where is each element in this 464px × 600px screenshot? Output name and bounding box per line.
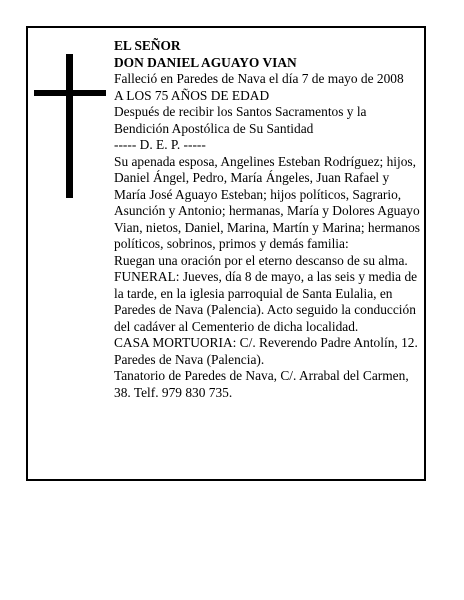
deceased-name: DON DANIEL AGUAYO VIAN <box>114 54 297 70</box>
funeral-home: Tanatorio de Paredes de Nava, C/. Arrabal del Carmen, 38. Telf. 979 830 735. <box>114 368 409 400</box>
rip-line: ----- D. E. P. ----- <box>114 137 206 152</box>
cross-vertical-bar <box>66 54 73 198</box>
funeral-details: FUNERAL: Jueves, día 8 de mayo, a las seis y media de la tarde, en la iglesia parroquial de Santa Eulalia, en Paredes de Nava (Palencia). Acto seguido la conducción del cadáver al Cementerio de dicha localidad. <box>114 269 418 334</box>
family-paragraph: Su apenada esposa, Angelines Esteban Rodríguez; hijos, Daniel Ángel, Pedro, María Ángeles, Juan Rafael y María José Aguayo Esteban; hijos políticos, Sagrario, Asunción y Antonio; hermanas, María y Dolores Aguayo Vian, nietos, Daniel, Marina, Martín y Marina; hermanos políticos, sobrinos, primos y demás familia: <box>114 153 420 251</box>
deceased-title: EL SEÑOR <box>114 38 181 53</box>
funeral-house: CASA MORTUORIA: C/. Reverendo Padre Antolín, 12. Paredes de Nava (Palencia). <box>114 335 418 367</box>
prayer-request: Ruegan una oración por el eterno descanso de su alma. <box>114 252 408 268</box>
death-statement: Falleció en Paredes de Nava el día 7 de mayo de 2008 <box>114 71 404 86</box>
cross-horizontal-bar <box>34 90 106 96</box>
cross-icon <box>34 54 106 198</box>
age-statement: A LOS 75 AÑOS DE EDAD <box>114 87 270 103</box>
notice-text <box>114 38 420 401</box>
sacraments-statement: Después de recibir los Santos Sacramentos y la Bendición Apostólica de Su Santidad <box>114 104 367 136</box>
